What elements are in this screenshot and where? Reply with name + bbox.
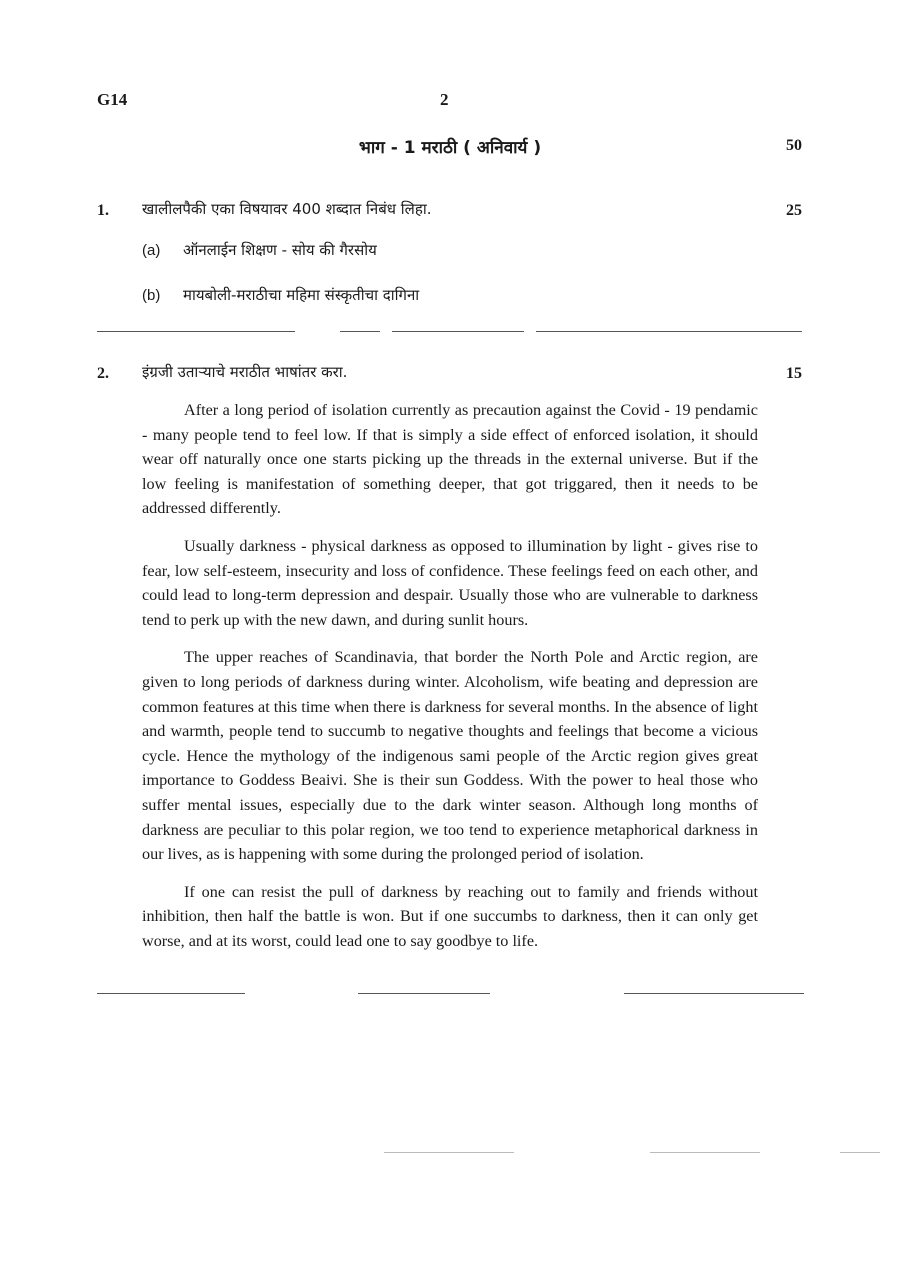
question-2-number: 2. (97, 365, 109, 382)
passage-paragraph: The upper reaches of Scandinavia, that border the North Pole and Arctic region, are given to long periods of darkness during winter. Alcoholism, wife beating and depression are common features at this time when there is darkness for several months. In the absence of light and warmth, people tend to succumb to negative thoughts and feelings that become a vicious cycle. Hence the mythology of the indigenous sami people of the Arctic region gives great importance to Goddess Beaivi. She is their sun Goddess. With the power to heal those who suffer mental issues, especially due to the dark winter season. Although long months of darkness are peculiar to this polar region, we too tend to experience metaphorical darkness in our lives, as is happening with some during the prolonged period of isolation. (142, 648, 758, 864)
question-2-text: इंग्रजी उताऱ्याचे मराठीत भाषांतर करा. (142, 363, 348, 381)
question-1-text: खालीलपैकी एका विषयावर 400 शब्दात निबंध लिहा. (142, 200, 432, 218)
question-1-marks: 25 (786, 202, 802, 219)
question-2-marks: 15 (786, 365, 802, 382)
paper-code: G14 (97, 90, 128, 109)
option-b-label: (b) (142, 287, 161, 304)
option-b-text: मायबोली-मराठीचा महिमा संस्कृतीचा दागिना (183, 286, 420, 304)
passage-paragraph: If one can resist the pull of darkness by reaching out to family and friends without inhibition, then half the battle is won. But if one succumbs to darkness, then it can only get worse, and at its worst, could lead one to say goodbye to life. (142, 882, 758, 950)
option-a-text: ऑनलाईन शिक्षण - सोय की गैरसोय (183, 241, 377, 259)
question-1-number: 1. (97, 202, 109, 219)
section-marks: 50 (786, 137, 802, 154)
option-a-label: (a) (142, 242, 161, 259)
translation-passage (142, 398, 758, 966)
passage-paragraph: After a long period of isolation currently as precaution against the Covid - 19 pendamic - many people tend to feel low. If that is simply a side effect of enforced isolation, it should wear off naturally once one starts picking up the threads in the external universe. But if the low feeling is manifestation of something deeper, that got triggared, then it needs to be addressed differently. (142, 401, 758, 518)
section-title: भाग - 1 मराठी ( अनिवार्य ) (358, 138, 542, 158)
page-number: 2 (440, 90, 449, 109)
passage-paragraph: Usually darkness - physical darkness as opposed to illumination by light - gives rise to fear, low self-esteem, insecurity and loss of confidence. These feelings feed on each other, and could lead to long-term depression and despair. Usually those who are vulnerable to darkness tend to perk up with the new dawn, and during sunlit hours. (142, 536, 758, 629)
